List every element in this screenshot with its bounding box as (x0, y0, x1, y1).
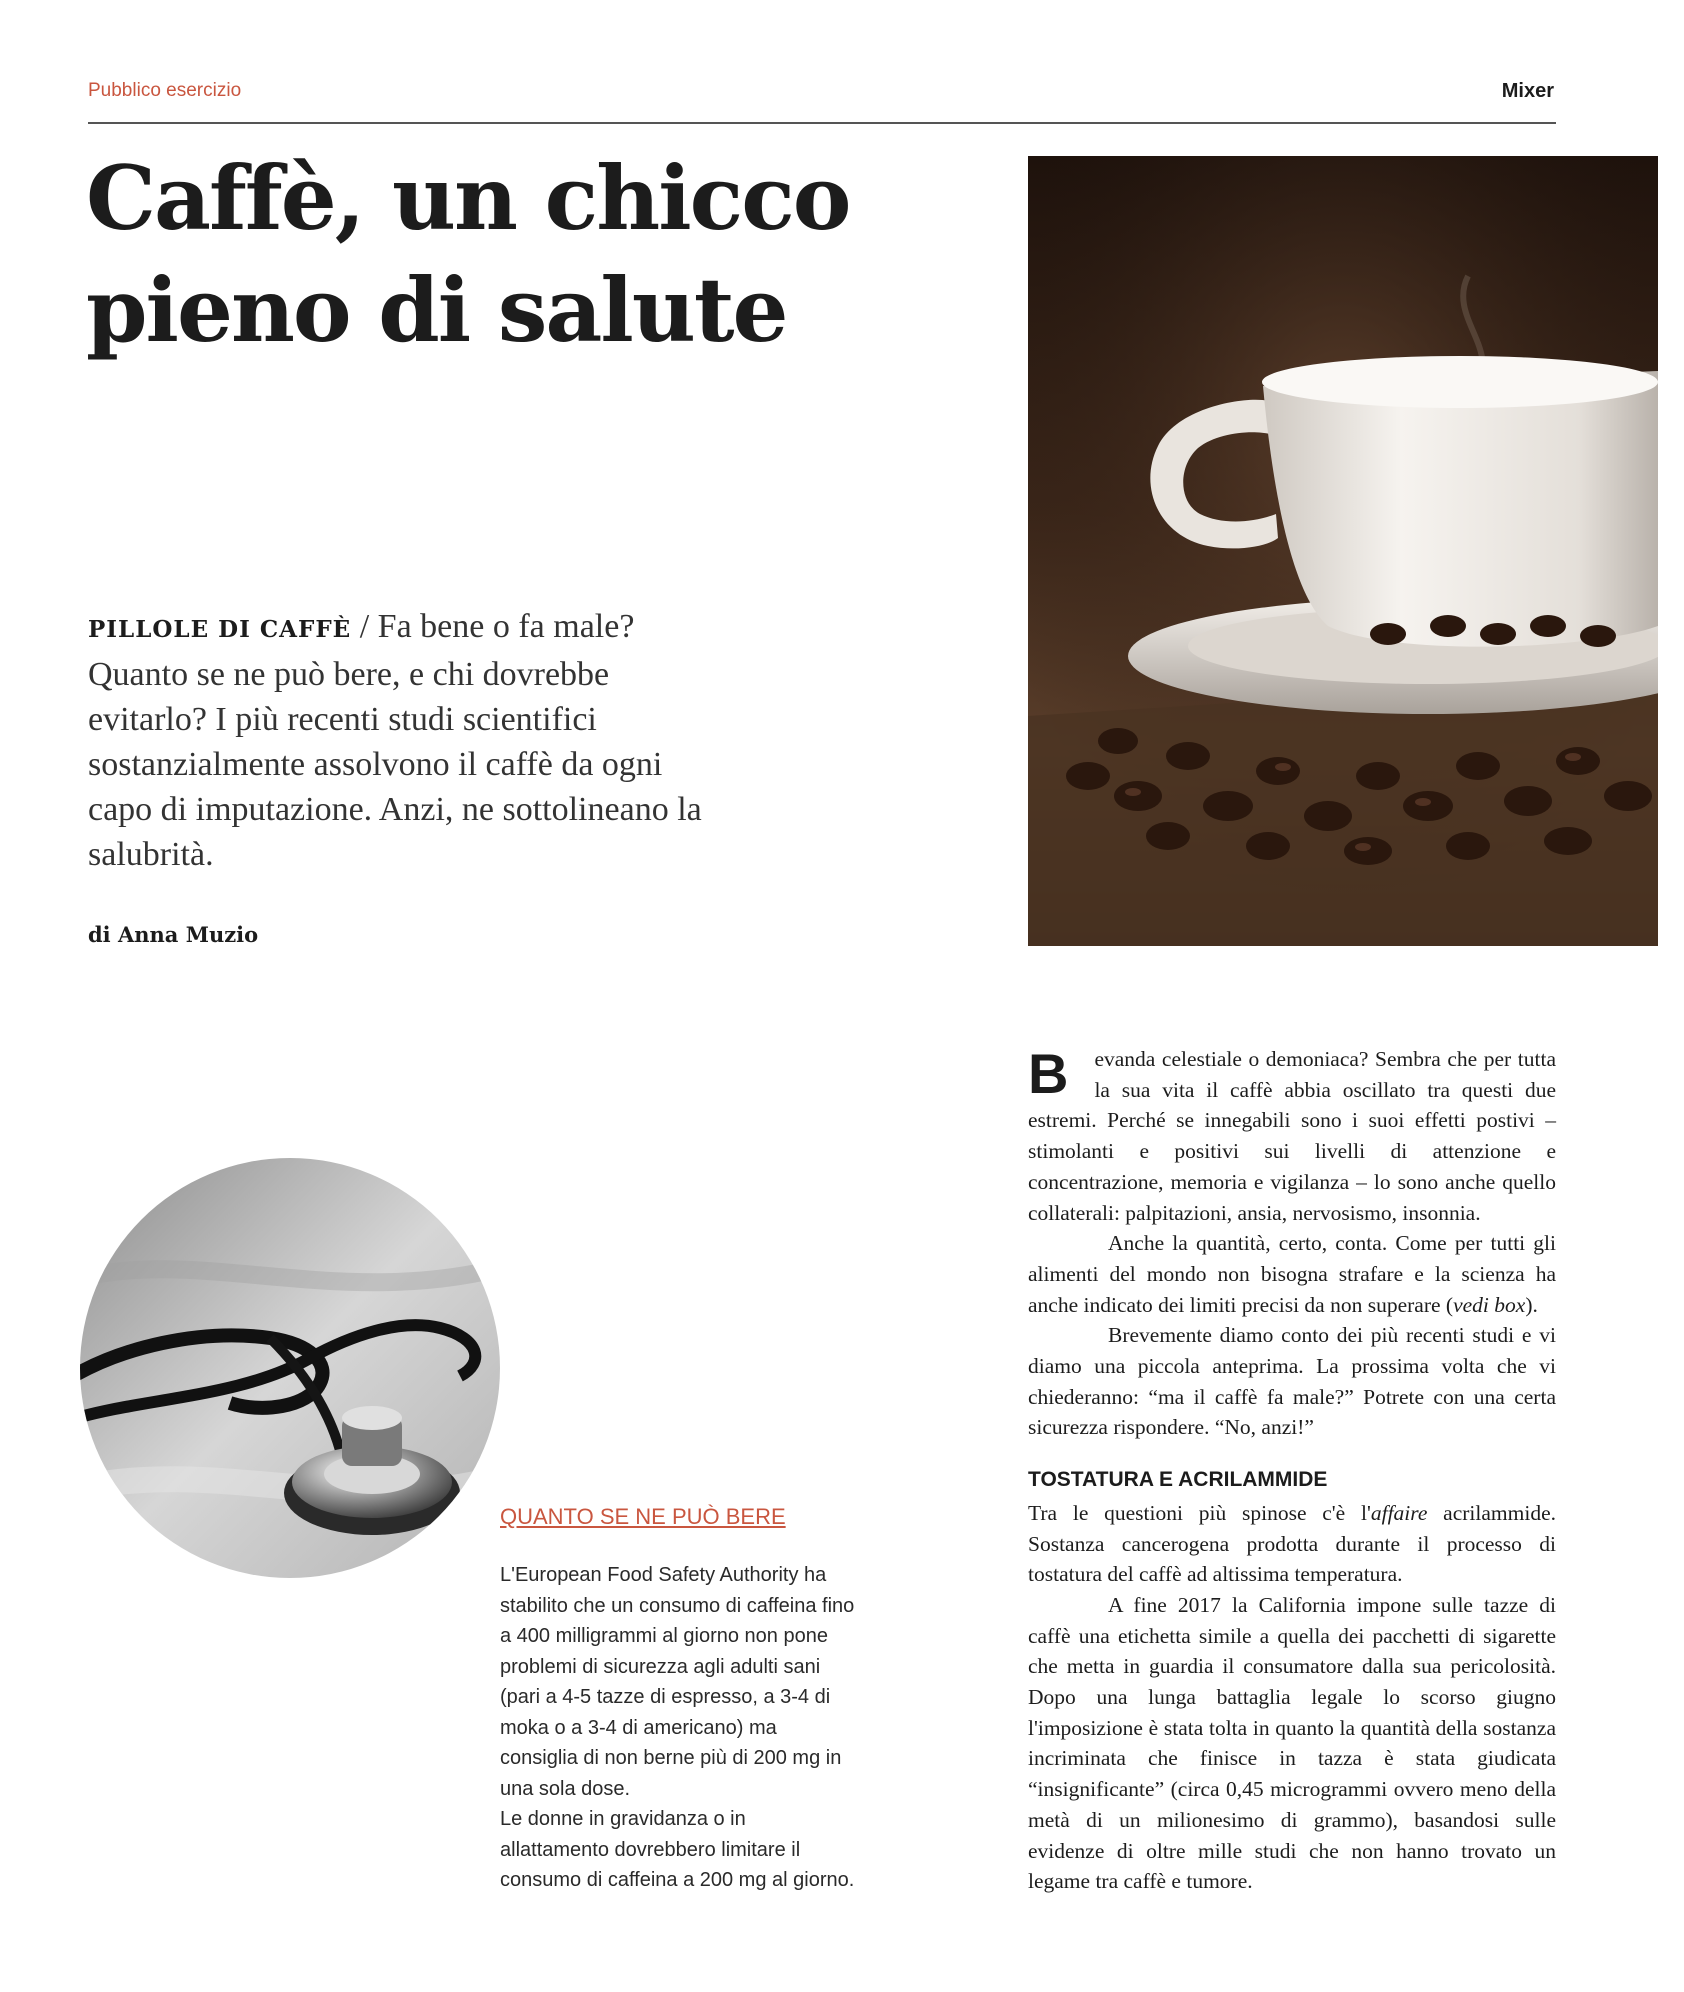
header-rule (88, 122, 1556, 124)
affaire-emphasis: affaire (1370, 1500, 1428, 1525)
stethoscope-photo (80, 1158, 500, 1578)
body-paragraph-4-text-a: Tra le questioni più spinose c'è l' (1028, 1500, 1371, 1525)
body-paragraph-4 (1028, 1498, 1556, 1590)
body-paragraph-5: A fine 2017 la California impone sulle tazze di caffè una etichetta simile a quella dei pacchetti di sigarette che metta in guardia il consumatore dalla sua pericolosità. Dopo una lunga battaglia legale lo scorso giugno l'imposizione è stata tolta in quanto la quantità della sostanza incriminata che finisce in tazza è stata giudicata “insignificante” (circa 0,45 microgrammi ovvero meno della metà di un milionesimo di grammo), basandosi sulle evidenze di oltre mille studi che non hanno trovato un legame tra caffè e tumore. (1028, 1592, 1556, 1894)
article-deck (88, 604, 728, 877)
drop-cap: B (1028, 1042, 1069, 1105)
article-title (86, 142, 906, 366)
box-reference: vedi box (1453, 1292, 1526, 1317)
body-paragraph-3: Brevemente diamo conto dei più recenti studi e vi diamo una piccola anteprima. La prossima volta che vi chiederanno: “ma il caffè fa male?” Potrete con una certa sicurezza rispondere. “No, anzi!” (1028, 1323, 1556, 1440)
article-body (1028, 1044, 1556, 1897)
body-paragraph-2-text-b: ). (1525, 1292, 1538, 1317)
title-line-2: pieno di salute (86, 258, 787, 362)
body-paragraph-1-text: evanda celestiale o demoniaca? Sembra che per tutta la sua vita il caffè abbia oscillato tra questi due estremi. Perché se innegabili sono i suoi effetti postivi – stimolanti e positivi sui livelli di attenzione e concentrazione, memoria e vigilanza – lo sono anche quello collaterali: palpitazioni, ansia, nervosismo, insonnia. (1028, 1047, 1556, 1225)
body-paragraph-1 (1028, 1044, 1556, 1228)
deck-text: Fa bene o fa male? Quanto se ne può bere, e chi dovrebbe evitarlo? I più recenti studi scientifici sostanzialmente assolvono il caffè da ogni capo di imputazione. Anzi, ne sottolineano la salubrità. (88, 608, 702, 873)
title-line-1: Caffè, un chicco (86, 146, 850, 250)
coffee-cup-illustration (1028, 156, 1658, 946)
box-paragraph-2: Le donne in gravidanza o in allattamento dovrebbero limitare il consumo di caffeina a 200 mg al giorno. (500, 1808, 855, 1891)
body-paragraph-4-text-b: acrilammide. Sostanza cancerogena prodotta durante il processo di tostatura del caffè ad altissima temperatura. (1028, 1500, 1556, 1587)
box-text (500, 1560, 860, 1896)
section-label: Pubblico esercizio (88, 80, 242, 101)
magazine-name: Mixer (1501, 80, 1554, 102)
body-paragraph-2 (1028, 1228, 1556, 1320)
box-title: QUANTO SE NE PUÒ BERE (500, 1504, 786, 1529)
stethoscope-illustration (80, 1158, 500, 1578)
deck-kicker: PILLOLE DI CAFFÈ (88, 616, 352, 643)
coffee-cup-photo (1028, 156, 1658, 946)
box-paragraph-1: L'European Food Safety Authority ha stabilito che un consumo di caffeina fino a 400 milligrammi al giorno non pone problemi di sicurezza agli adulti sani (pari a 4-5 tazze di espresso, a 3-4 di moka o a 3-4 di americano) ma consiglia di non berne più di 200 mg in una sola dose. (500, 1564, 855, 1800)
body-paragraph-2-text-a: Anche la quantità, certo, conta. Come per tutti gli alimenti del mondo non bisogna strafare e la scienza ha anche indicato dei limiti precisi da non superare ( (1028, 1231, 1556, 1317)
deck-kicker-separator: / (351, 608, 378, 645)
body-subhead: TOSTATURA E ACRILAMMIDE (1028, 1468, 1328, 1492)
byline: di Anna Muzio (88, 922, 259, 947)
